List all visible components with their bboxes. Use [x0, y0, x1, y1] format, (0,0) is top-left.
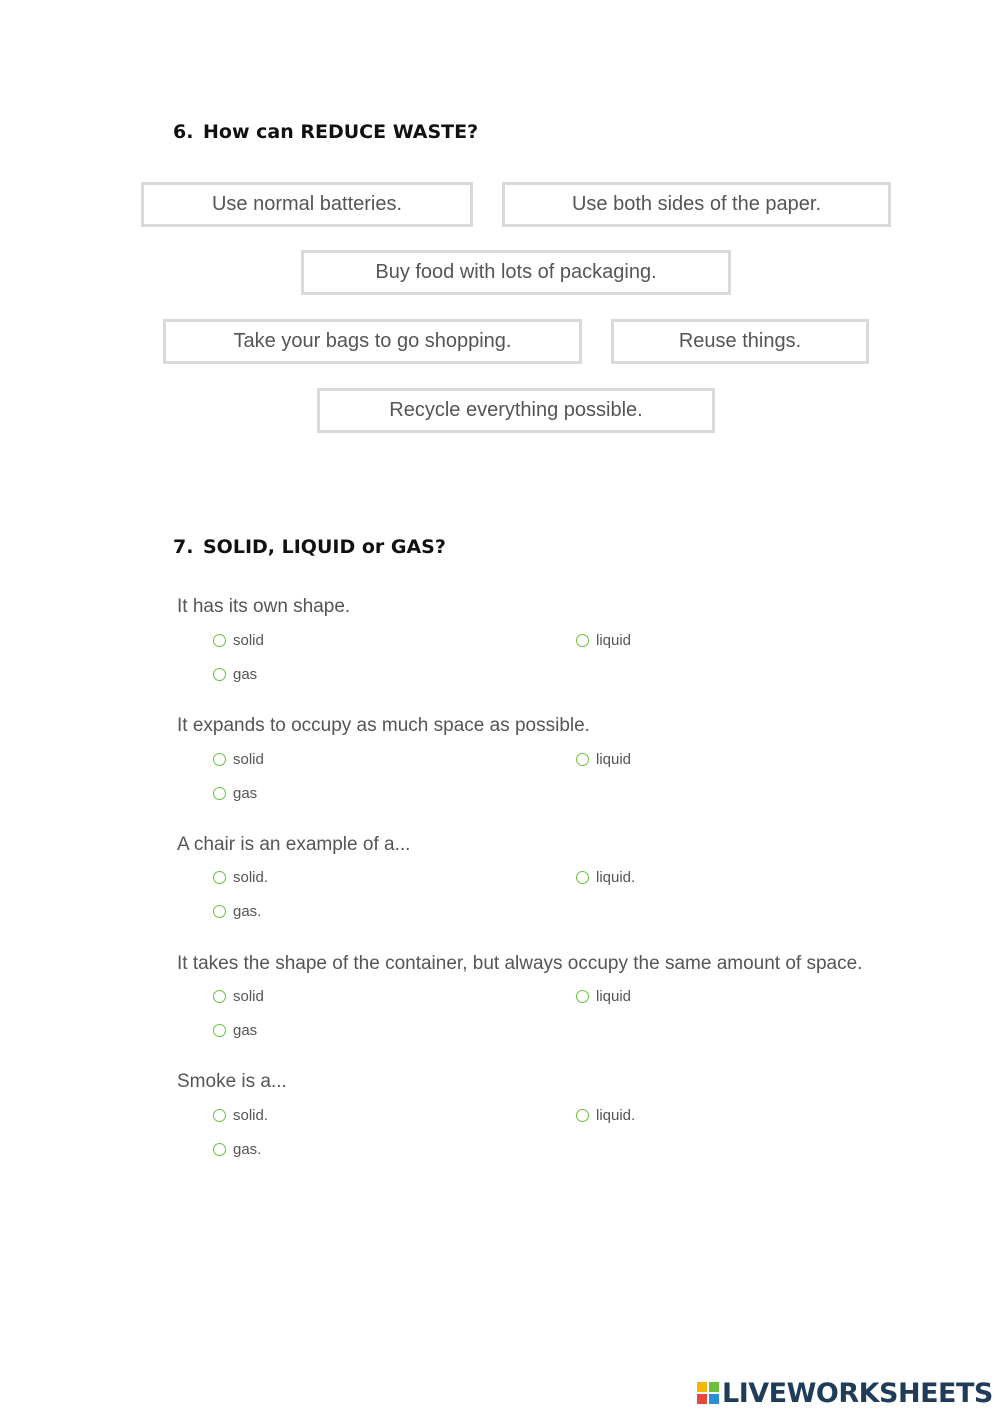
logo-square [697, 1394, 707, 1404]
choice-label: liquid. [596, 869, 636, 886]
item-prompt: Smoke is a... [177, 1071, 287, 1092]
radio-icon[interactable] [576, 990, 589, 1003]
choice-liquid[interactable] [576, 869, 635, 886]
choice-gas[interactable] [213, 1141, 261, 1158]
item-prompt: It takes the shape of the container, but always occupy the same amount of space. [177, 953, 863, 974]
item-prompt: A chair is an example of a... [177, 834, 411, 855]
choice-label: liquid [596, 632, 632, 649]
logo-square [709, 1382, 719, 1392]
question-number: 7. [173, 536, 194, 558]
choice-label: gas [233, 666, 258, 683]
radio-icon[interactable] [213, 871, 226, 884]
radio-icon[interactable] [213, 1109, 226, 1122]
question-6-title [173, 121, 478, 143]
choice-solid[interactable] [213, 751, 264, 768]
radio-icon[interactable] [576, 1109, 589, 1122]
choice-liquid[interactable] [576, 751, 631, 768]
choice-label: solid. [233, 869, 269, 886]
choice-liquid[interactable] [576, 1107, 635, 1124]
choice-label: solid [233, 632, 264, 649]
question-text: How can REDUCE WASTE? [203, 121, 479, 143]
question-7-title [173, 536, 446, 558]
logo-text: LIVEWORKSHEETS [722, 1377, 993, 1409]
choice-gas[interactable] [213, 1022, 257, 1039]
logo-square [709, 1394, 719, 1404]
radio-icon[interactable] [213, 990, 226, 1003]
choice-solid[interactable] [213, 632, 264, 649]
choice-solid[interactable] [213, 988, 264, 1005]
choice-label: gas. [233, 903, 262, 920]
choice-label: solid [233, 988, 264, 1005]
choice-label: liquid [596, 988, 632, 1005]
radio-icon[interactable] [213, 634, 226, 647]
choice-gas[interactable] [213, 903, 261, 920]
radio-icon[interactable] [213, 753, 226, 766]
choice-liquid[interactable] [576, 988, 631, 1005]
choice-label: gas [233, 785, 258, 802]
choice-label: liquid. [596, 1107, 636, 1124]
choice-gas[interactable] [213, 785, 257, 802]
option-box[interactable]: Reuse things. [611, 319, 869, 364]
item-prompt: It expands to occupy as much space as possible. [177, 715, 590, 736]
choice-label: solid. [233, 1107, 269, 1124]
choice-label: liquid [596, 751, 632, 768]
radio-icon[interactable] [576, 634, 589, 647]
option-box[interactable]: Use normal batteries. [141, 182, 473, 227]
choice-solid[interactable] [213, 869, 268, 886]
choice-label: gas [233, 1022, 258, 1039]
radio-icon[interactable] [213, 787, 226, 800]
radio-icon[interactable] [576, 753, 589, 766]
radio-icon[interactable] [213, 1143, 226, 1156]
radio-icon[interactable] [213, 1024, 226, 1037]
option-box[interactable]: Recycle everything possible. [317, 388, 715, 433]
item-prompt: It has its own shape. [177, 596, 351, 617]
logo-mark-icon [697, 1382, 719, 1404]
liveworksheets-logo [697, 1378, 993, 1408]
choice-liquid[interactable] [576, 632, 631, 649]
option-box[interactable]: Use both sides of the paper. [502, 182, 891, 227]
radio-icon[interactable] [213, 905, 226, 918]
option-box[interactable]: Buy food with lots of packaging. [301, 250, 731, 295]
radio-icon[interactable] [213, 668, 226, 681]
choice-label: solid [233, 751, 264, 768]
choice-gas[interactable] [213, 666, 257, 683]
option-box[interactable]: Take your bags to go shopping. [163, 319, 582, 364]
question-number: 6. [173, 121, 194, 143]
question-text: SOLID, LIQUID or GAS? [203, 536, 446, 558]
radio-icon[interactable] [576, 871, 589, 884]
choice-solid[interactable] [213, 1107, 268, 1124]
choice-label: gas. [233, 1141, 262, 1158]
logo-square [697, 1382, 707, 1392]
